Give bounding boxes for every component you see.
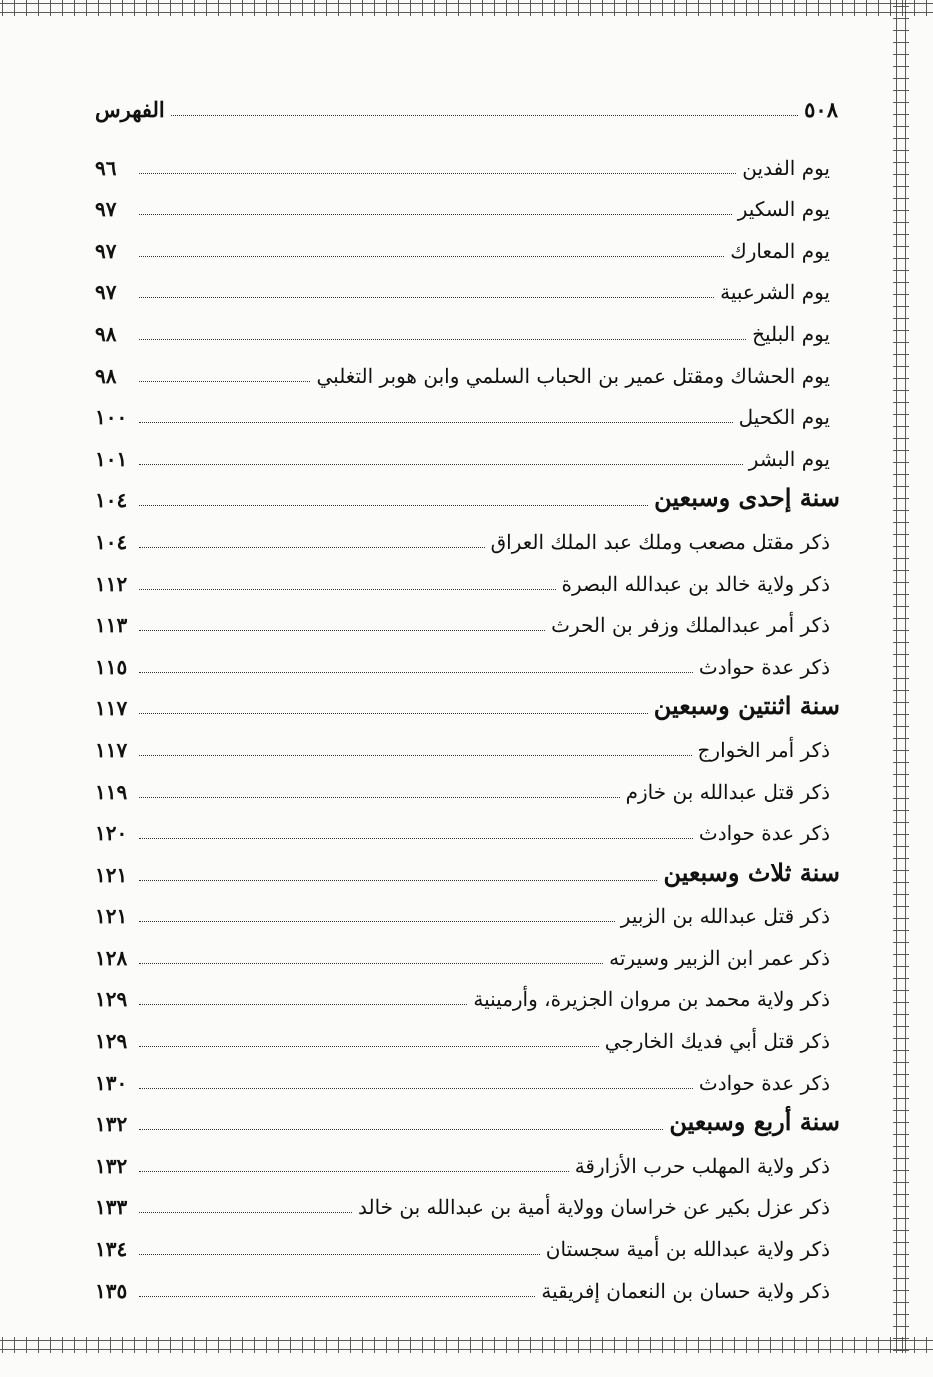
table-of-contents <box>95 144 840 1309</box>
toc-page-number: ١١٩ <box>95 779 128 804</box>
toc-page-number: ١٢٩ <box>95 987 128 1012</box>
toc-entry <box>95 1184 840 1226</box>
toc-page-number: ١٠٤ <box>95 529 128 554</box>
running-title: الفهرس <box>95 97 165 122</box>
toc-entry-title: سنة أربع وسبعين <box>669 1107 840 1137</box>
toc-entry <box>95 310 840 352</box>
toc-page-number: ٩٧ <box>95 280 117 305</box>
toc-entry-title: ذكر عزل بكير عن خراسان وولاية أمية بن عبدالله بن خالد <box>357 1195 830 1220</box>
toc-page-number: ١٢١ <box>95 904 128 929</box>
dot-leader <box>139 1003 467 1005</box>
toc-entry-title: سنة اثنتين وسبعين <box>653 691 840 721</box>
toc-page-number: ١١٣ <box>95 613 128 638</box>
dot-leader <box>139 1128 663 1130</box>
toc-entry <box>95 643 840 685</box>
toc-year-heading <box>95 685 840 727</box>
toc-page-number: ٩٨ <box>95 321 117 346</box>
page-number: ٥٠٨ <box>804 97 838 122</box>
toc-entry-title: يوم الشرعبية <box>720 280 830 305</box>
toc-entry <box>95 1059 840 1101</box>
toc-entry <box>95 810 840 852</box>
toc-entry-title: ذكر ولاية المهلب حرب الأزارقة <box>574 1153 830 1178</box>
dot-leader <box>139 1211 352 1213</box>
toc-entry <box>95 1017 840 1059</box>
dot-leader <box>139 629 545 631</box>
dot-leader <box>139 1170 569 1172</box>
toc-page-number: ١٣٠ <box>95 1070 128 1095</box>
dot-leader <box>139 380 310 382</box>
toc-entry-title: يوم البليخ <box>752 321 830 346</box>
toc-entry <box>95 1225 840 1267</box>
dot-leader <box>139 1295 535 1297</box>
dot-leader <box>139 920 615 922</box>
toc-page-number: ١١٢ <box>95 571 128 596</box>
toc-page-number: ١٢٠ <box>95 821 128 846</box>
toc-entry-title: ذكر ولاية عبدالله بن أمية سجستان <box>545 1237 830 1262</box>
toc-page-number: ١٣٣ <box>95 1195 128 1220</box>
toc-year-heading <box>95 851 840 893</box>
decorative-border-bottom <box>0 1337 933 1353</box>
toc-page-number: ١٠٠ <box>95 405 128 430</box>
toc-entry-title: ذكر مقتل مصعب وملك عبد الملك العراق <box>490 529 830 554</box>
dot-leader <box>139 338 746 340</box>
toc-entry <box>95 976 840 1018</box>
toc-entry <box>95 269 840 311</box>
dot-leader <box>139 837 693 839</box>
toc-entry-title: يوم الفدين <box>742 155 830 180</box>
toc-page-number: ١٢١ <box>95 862 128 887</box>
toc-entry <box>95 560 840 602</box>
dot-leader <box>139 1253 540 1255</box>
toc-entry-title: ذكر عدة حوادث <box>698 1070 830 1095</box>
toc-page-number: ١٣٢ <box>95 1153 128 1178</box>
toc-entry-title: ذكر عمر ابن الزبير وسيرته <box>609 945 830 970</box>
dot-leader <box>139 172 736 174</box>
toc-page-number: ٩٦ <box>95 155 117 180</box>
toc-page-number: ١٠١ <box>95 446 128 471</box>
toc-entry-title: يوم البشر <box>748 446 830 471</box>
decorative-border-top <box>0 0 933 16</box>
header-leader <box>171 114 798 116</box>
toc-year-heading <box>95 477 840 519</box>
dot-leader <box>139 255 724 257</box>
toc-page-number: ١١٧ <box>95 737 128 762</box>
dot-leader <box>139 1087 693 1089</box>
toc-entry-title: يوم السكير <box>737 197 830 222</box>
toc-entry <box>95 726 840 768</box>
toc-entry-title: ذكر ولاية حسان بن النعمان إفريقية <box>541 1278 830 1303</box>
toc-entry-title: ذكر عدة حوادث <box>698 654 830 679</box>
toc-entry-title: يوم الكحيل <box>738 405 830 430</box>
toc-entry <box>95 768 840 810</box>
toc-entry <box>95 435 840 477</box>
toc-page-number: ٩٨ <box>95 363 117 388</box>
toc-entry-title: ذكر قتل أبي فديك الخارجي <box>604 1029 830 1054</box>
toc-entry-title: ذكر عدة حوادث <box>698 821 830 846</box>
toc-entry-title: سنة ثلاث وسبعين <box>663 857 840 887</box>
toc-page-number: ١٢٩ <box>95 1029 128 1054</box>
toc-entry <box>95 227 840 269</box>
toc-entry-title: ذكر أمر الخوارج <box>697 737 830 762</box>
page-header <box>95 88 838 122</box>
toc-page-number: ١٠٤ <box>95 488 128 513</box>
toc-page-number: ١٣٤ <box>95 1237 128 1262</box>
dot-leader <box>139 712 648 714</box>
decorative-border-right <box>893 0 909 1353</box>
toc-entry <box>95 1267 840 1309</box>
dot-leader <box>139 546 485 548</box>
toc-entry <box>95 186 840 228</box>
toc-entry-title: ذكر ولاية خالد بن عبدالله البصرة <box>561 571 830 596</box>
toc-entry <box>95 144 840 186</box>
dot-leader <box>139 421 733 423</box>
dot-leader <box>139 796 620 798</box>
dot-leader <box>139 296 714 298</box>
dot-leader <box>139 879 657 881</box>
toc-page-number: ١٣٢ <box>95 1112 128 1137</box>
dot-leader <box>139 588 556 590</box>
toc-entry-title: ذكر قتل عبدالله بن خازم <box>625 779 830 804</box>
toc-entry <box>95 893 840 935</box>
toc-entry <box>95 518 840 560</box>
toc-entry-title: سنة إحدى وسبعين <box>654 483 840 513</box>
toc-entry-title: ذكر ولاية محمد بن مروان الجزيرة، وأرمينية <box>473 987 830 1012</box>
toc-page-number: ٩٧ <box>95 197 117 222</box>
dot-leader <box>139 962 603 964</box>
toc-entry <box>95 602 840 644</box>
toc-entry <box>95 352 840 394</box>
toc-page-number: ٩٧ <box>95 238 117 263</box>
toc-page-number: ١١٥ <box>95 654 128 679</box>
dot-leader <box>139 754 692 756</box>
toc-entry-title: يوم الحشاك ومقتل عمير بن الحباب السلمي وابن هوبر التغلبي <box>316 363 830 388</box>
toc-entry-title: يوم المعارك <box>730 238 830 263</box>
dot-leader <box>139 1045 599 1047</box>
dot-leader <box>139 463 743 465</box>
toc-entry-title: ذكر أمر عبدالملك وزفر بن الحرث <box>551 613 830 638</box>
toc-page-number: ١١٧ <box>95 696 128 721</box>
toc-entry <box>95 394 840 436</box>
toc-entry-title: ذكر قتل عبدالله بن الزبير <box>620 904 830 929</box>
toc-entry <box>95 934 840 976</box>
toc-year-heading <box>95 1101 840 1143</box>
toc-entry <box>95 1142 840 1184</box>
dot-leader <box>139 671 693 673</box>
toc-page-number: ١٣٥ <box>95 1278 128 1303</box>
dot-leader <box>139 213 732 215</box>
dot-leader <box>139 504 648 506</box>
toc-page-number: ١٢٨ <box>95 945 128 970</box>
